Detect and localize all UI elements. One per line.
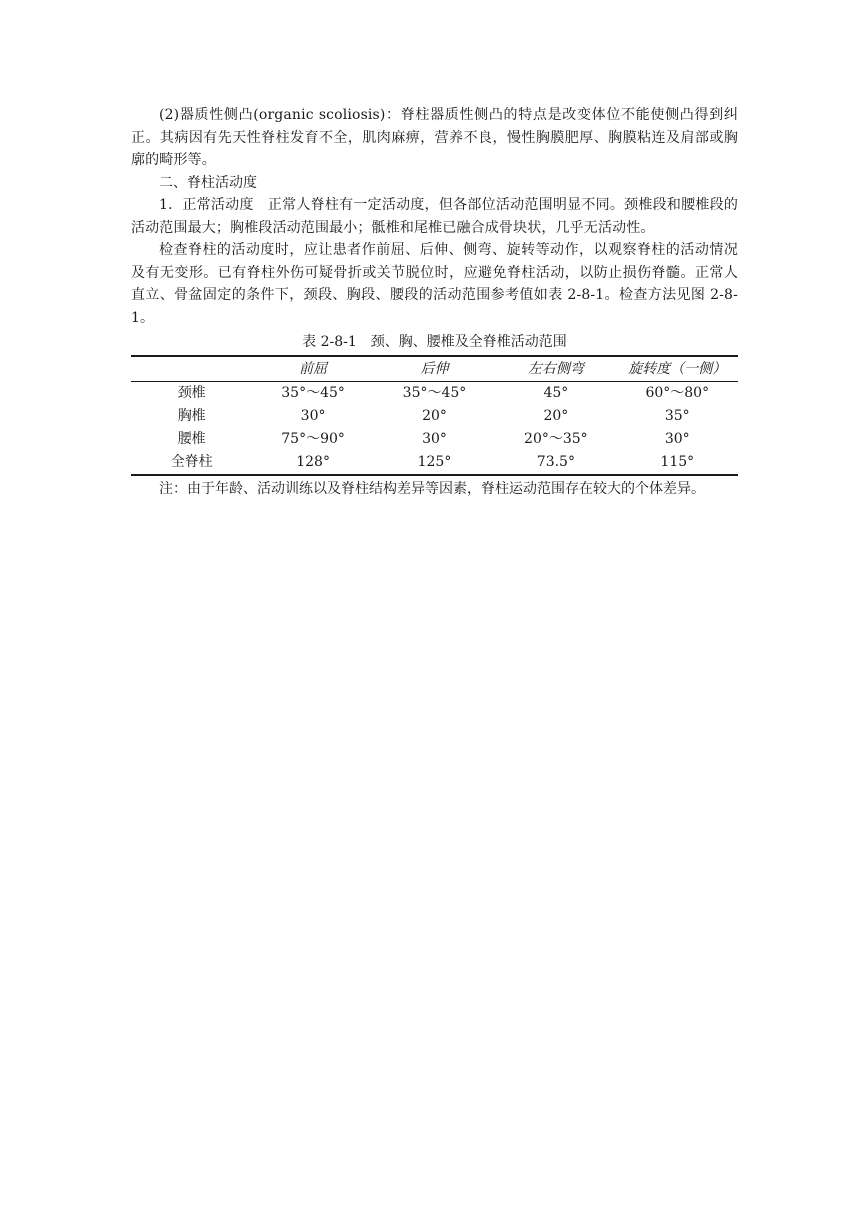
range-of-motion-table (131, 355, 738, 476)
table-header-cell: 左右侧弯 (527, 360, 584, 377)
table-cell: 20° (543, 408, 569, 425)
table-cell: 75°～90° (281, 431, 345, 448)
table-note: 注：由于年龄、活动训练以及脊柱结构差异等因素，脊柱运动范围存在较大的个体差异。 (159, 481, 705, 497)
table-cell: 腰椎 (177, 431, 206, 448)
table-cell: 60°～80° (645, 385, 710, 402)
table-cell: 颈椎 (177, 385, 206, 402)
table-cell: 30° (422, 431, 447, 448)
table-cell: 20°～35° (524, 431, 588, 448)
table-cell: 30° (300, 408, 326, 425)
table-cell: 115° (660, 454, 695, 471)
table-header-row (131, 356, 738, 382)
table-caption: 表 2-8-1 颈、胸、腰椎及全脊椎活动范围 (302, 334, 567, 350)
table-cell: 全脊柱 (170, 454, 213, 471)
paragraph-examination: 检查脊柱的活动度时，应让患者作前屈、后伸、侧弯、旋转等动作，以观察脊柱的活动情况及有无变形。已有脊柱外伤可疑骨折或关节脱位时，应避免脊柱活动，以防止损伤脊髓。正常人直立、骨盆固定的条件下，颈段、胸段、腰段的活动范围参考值如表 2-8-1。检查方法见图 2-8-1。 (131, 242, 738, 326)
table-cell: 45° (543, 385, 569, 402)
section-heading: 二、脊柱活动度 (159, 174, 257, 191)
paragraph-organic-scoliosis: (2)器质性侧凸(organic scoliosis)：脊柱器质性侧凸的特点是改变体位不能使侧凸得到纠正。其病因有先天性脊柱发育不全，肌肉麻痹，营养不良，慢性胸膜肥厚、胸膜粘连及肩部或胸廓的畸形等。 (131, 107, 738, 168)
paragraph-normal-range: 1．正常活动度 正常人脊柱有一定活动度，但各部位活动范围明显不同。颈椎段和腰椎段的活动范围最大；胸椎段活动范围最小；骶椎和尾椎已融合成骨块状，几乎无活动性。 (131, 197, 738, 236)
table-row (131, 405, 738, 428)
table-cell: 35°～45° (402, 385, 467, 402)
table-cell: 73.5° (536, 454, 575, 471)
table-cell: 35°～45° (281, 385, 345, 402)
table-row (131, 428, 738, 451)
table-cell: 胸椎 (177, 408, 206, 425)
table-row (131, 451, 738, 475)
table-header-cell: 前屈 (299, 360, 328, 377)
table-header-cell: 旋转度（一侧） (628, 360, 727, 377)
table-cell: 128° (296, 454, 330, 471)
table-header-cell (131, 356, 252, 382)
table-header-cell: 后伸 (420, 360, 449, 377)
document-page (131, 104, 738, 501)
table-cell: 30° (664, 431, 690, 448)
table-row (131, 382, 738, 406)
table-cell: 20° (422, 408, 447, 425)
table-cell: 125° (417, 454, 452, 471)
table-cell: 35° (664, 408, 690, 425)
